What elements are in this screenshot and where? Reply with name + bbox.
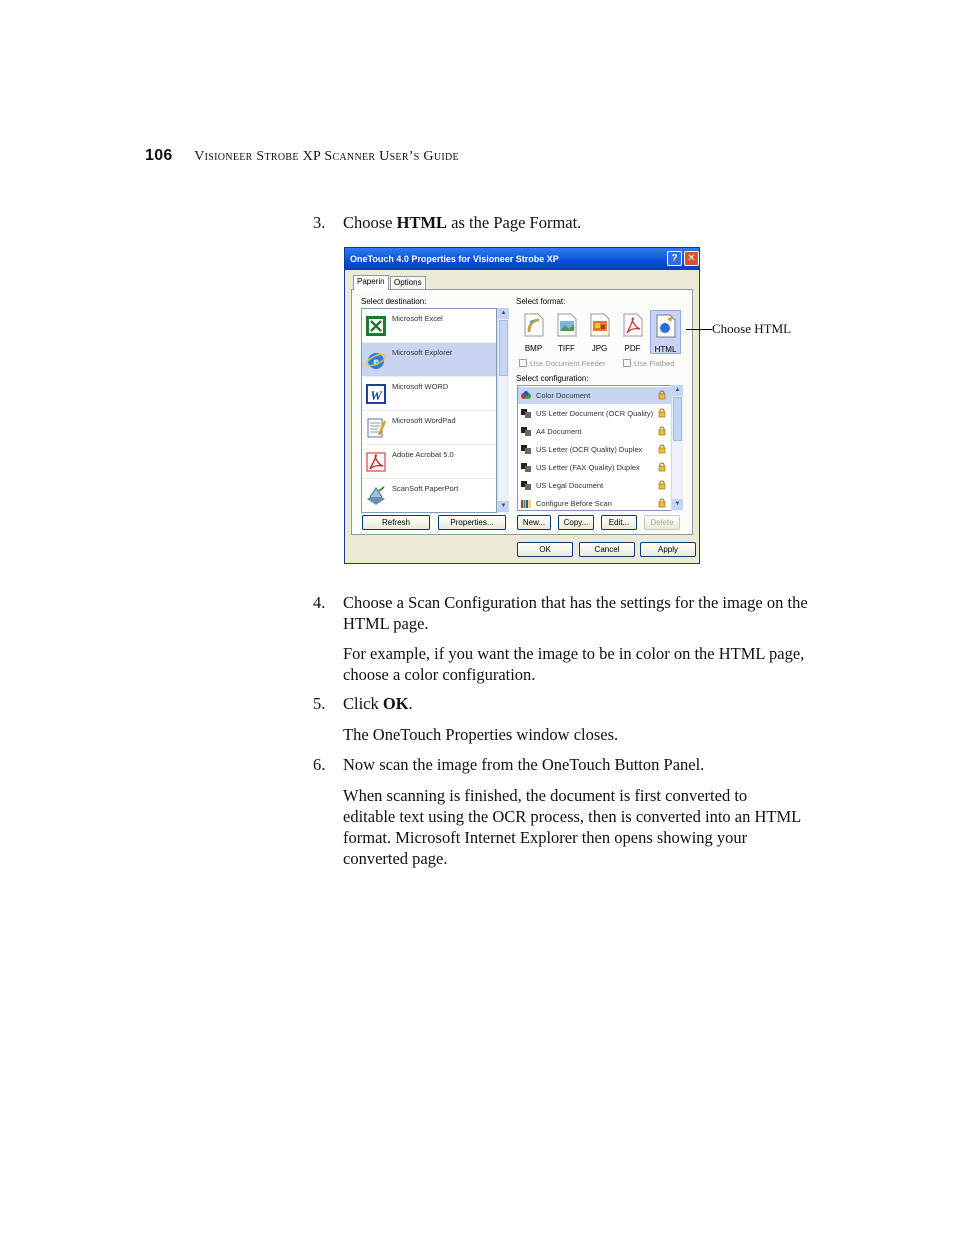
destination-scrollbar[interactable] — [497, 308, 509, 513]
destination-item[interactable] — [362, 411, 496, 445]
delete-button[interactable]: Delete — [644, 515, 680, 530]
wordpad-icon — [365, 417, 387, 439]
format-label: HTML — [654, 345, 677, 354]
configuration-item[interactable] — [518, 459, 671, 476]
configuration-name: A4 Document — [536, 427, 582, 436]
destination-item[interactable] — [362, 479, 496, 513]
callout-choose-html: Choose HTML — [712, 321, 792, 336]
step-text: Choose — [343, 213, 397, 232]
configuration-name: US Legal Document — [536, 481, 604, 490]
configuration-item[interactable] — [518, 441, 671, 458]
bw-document-icon — [521, 445, 531, 454]
destination-name: Microsoft WordPad — [392, 416, 456, 425]
word-icon — [365, 383, 387, 405]
tab-options[interactable]: Options — [390, 276, 426, 290]
close-icon[interactable]: ✕ — [684, 251, 699, 266]
step-3 — [313, 212, 582, 233]
scroll-down-icon[interactable]: ▼ — [498, 501, 509, 512]
step-bold: HTML — [396, 213, 448, 232]
lock-icon — [658, 390, 666, 400]
pdf-file-icon — [622, 312, 644, 338]
apply-button[interactable]: Apply — [640, 542, 696, 557]
step-text: Now scan the image from the OneTouch Button Panel. — [343, 755, 705, 774]
select-configuration-label: Select configuration: — [516, 374, 589, 383]
lock-icon — [658, 426, 666, 436]
step-text: as the Page Format. — [447, 213, 582, 232]
scroll-up-icon[interactable]: ▲ — [498, 308, 509, 319]
copy-button[interactable]: Copy... — [558, 515, 594, 530]
bw-document-icon — [521, 481, 531, 490]
paragraph-closes: The OneTouch Properties window closes. — [343, 725, 619, 744]
lock-icon — [658, 498, 666, 508]
configuration-list[interactable] — [517, 385, 683, 511]
tab-paperin[interactable]: Paperin — [353, 275, 389, 290]
format-label: BMP — [524, 344, 543, 353]
lock-icon — [658, 462, 666, 472]
lock-icon — [658, 408, 666, 418]
dialog-title: OneTouch 4.0 Properties for Visioneer Strobe XP — [350, 254, 559, 264]
configuration-item[interactable] — [518, 405, 671, 422]
select-format-label: Select format: — [516, 297, 566, 306]
step-5 — [313, 693, 413, 714]
use-flatbed-checkbox[interactable] — [623, 359, 631, 367]
select-destination-label: Select destination: — [361, 297, 427, 306]
edit-button[interactable]: Edit... — [601, 515, 637, 530]
step-number: 4. — [313, 593, 326, 612]
ok-button[interactable]: OK — [517, 542, 573, 557]
new-button[interactable]: New... — [517, 515, 551, 530]
configuration-name: US Letter (FAX Quality) Duplex — [536, 463, 640, 472]
configuration-item[interactable] — [518, 423, 671, 440]
configuration-name: Configure Before Scan — [536, 499, 612, 508]
step-4 — [313, 592, 813, 634]
step-text: Choose a Scan Configuration that has the settings for the image on the HTML page. — [343, 593, 808, 633]
scroll-thumb[interactable] — [499, 320, 508, 376]
step-bold: OK — [382, 694, 409, 713]
destination-name: Adobe Acrobat 5.0 — [392, 450, 454, 459]
step-6 — [313, 754, 705, 775]
scroll-thumb[interactable] — [673, 397, 682, 441]
lock-icon — [658, 444, 666, 454]
running-header — [145, 147, 459, 165]
help-button[interactable]: ? — [667, 251, 682, 266]
format-label: TIFF — [558, 344, 575, 353]
configuration-name: US Letter Document (OCR Quality) — [536, 409, 654, 418]
bw-document-icon — [521, 463, 531, 472]
page-number: 106 — [145, 147, 173, 164]
step-text: Click — [343, 694, 383, 713]
internet-explorer-icon — [365, 349, 387, 371]
format-bmp[interactable] — [518, 310, 549, 354]
properties-button[interactable]: Properties... — [438, 515, 506, 530]
destination-item[interactable] — [362, 343, 496, 377]
color-document-icon — [521, 391, 531, 400]
use-document-feeder-label: Use Document Feeder — [530, 359, 606, 368]
destination-item[interactable] — [362, 377, 496, 411]
configure-before-scan-icon — [521, 499, 531, 508]
jpg-file-icon — [589, 312, 611, 338]
configuration-item[interactable] — [518, 495, 671, 511]
step-number: 3. — [313, 213, 326, 232]
format-html[interactable] — [650, 310, 681, 354]
configuration-item[interactable] — [518, 477, 671, 494]
format-tiff[interactable] — [551, 310, 582, 354]
destination-item[interactable] — [362, 445, 496, 479]
bw-document-icon — [521, 427, 531, 436]
running-title: Visioneer Strobe XP Scanner User’s Guide — [194, 149, 459, 164]
configuration-name: US Letter (OCR Quality) Duplex — [536, 445, 643, 454]
bmp-file-icon — [523, 312, 545, 338]
format-jpg[interactable] — [584, 310, 615, 354]
configuration-scrollbar[interactable] — [671, 385, 683, 511]
svg-text:W: W — [370, 388, 382, 403]
refresh-button[interactable]: Refresh — [362, 515, 430, 530]
step-number: 5. — [313, 694, 326, 713]
destination-list[interactable] — [361, 308, 497, 513]
destination-name: ScanSoft PaperPort — [392, 484, 459, 493]
acrobat-icon — [365, 451, 387, 473]
callout-line — [686, 329, 712, 330]
scroll-up-icon[interactable]: ▲ — [672, 385, 683, 396]
format-label: PDF — [624, 344, 641, 353]
destination-name: Microsoft Explorer — [392, 348, 453, 357]
format-label: JPG — [591, 344, 608, 353]
use-flatbed-label: Use Flatbed — [634, 359, 675, 368]
paragraph-example: For example, if you want the image to be in color on the HTML page, choose a color configuration. — [343, 644, 805, 684]
step-number: 6. — [313, 755, 326, 774]
configuration-name: Color Document — [536, 391, 591, 400]
svg-text:e: e — [373, 354, 379, 368]
configuration-item[interactable] — [518, 387, 671, 404]
destination-item[interactable] — [362, 309, 496, 343]
paragraph-finish: When scanning is finished, the document is first converted to editable text using the OCR process, then is converted into an HTML format. Microsoft Internet Explorer then opens showing your converted page. — [343, 786, 801, 868]
lock-icon — [658, 480, 666, 490]
format-pdf[interactable] — [617, 310, 648, 354]
dialog-titlebar — [345, 248, 699, 270]
use-document-feeder-checkbox[interactable] — [519, 359, 527, 367]
html-file-icon — [655, 313, 677, 339]
onetouch-properties-dialog — [344, 247, 700, 564]
bw-document-icon — [521, 409, 531, 418]
tiff-file-icon — [556, 312, 578, 338]
paperport-icon — [365, 485, 387, 507]
step-text: . — [408, 694, 413, 713]
scroll-down-icon[interactable]: ▼ — [672, 499, 683, 510]
excel-icon — [365, 315, 387, 337]
destination-name: Microsoft WORD — [392, 382, 449, 391]
cancel-button[interactable]: Cancel — [579, 542, 635, 557]
destination-name: Microsoft Excel — [392, 314, 443, 323]
